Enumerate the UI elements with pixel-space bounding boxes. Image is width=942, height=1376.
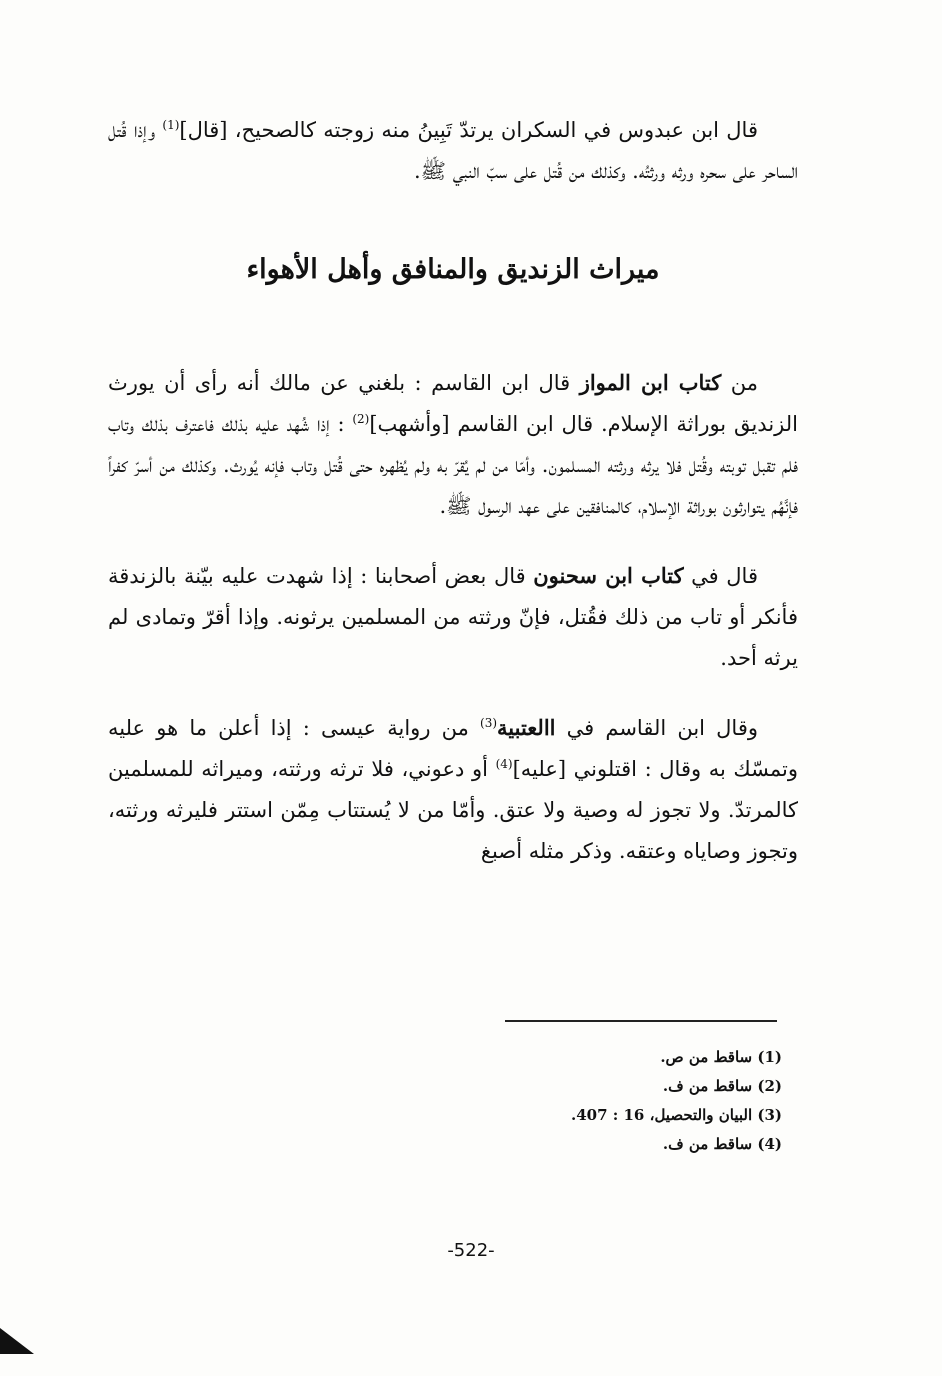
footnote-ref-1[interactable]: (1) bbox=[162, 118, 180, 132]
footnote-text: ساقط من ص. bbox=[660, 1048, 758, 1066]
paragraph-4 bbox=[108, 707, 798, 872]
corner-triangle-mark bbox=[0, 1328, 34, 1354]
paragraph-4-text-b: أو دعوني، فلا ترثه ورثته، وميراثه للمسلمين كالمرتدّ. ولا تجوز له وصية ولا عتق. وأمّا من لا يُستتاب مِمّن استتر فليرثه ورثته، وتجوز وصاياه وعتقه. وذكر مثله أصبغ bbox=[108, 757, 798, 863]
paragraph-3-lead: قال في bbox=[683, 564, 758, 588]
footnote-1 bbox=[382, 1043, 782, 1072]
paragraph-1-text-a: قال ابن عبدوس في السكران يرتدّ تَبِينُ منه زوجته كالصحيح، [قال] bbox=[179, 118, 758, 142]
page-body bbox=[108, 110, 798, 872]
footnote-number: (4) bbox=[757, 1135, 782, 1153]
paragraph-2 bbox=[108, 362, 798, 527]
footnote-ref-3[interactable]: (3) bbox=[480, 716, 498, 730]
footnote-number: (2) bbox=[757, 1077, 782, 1095]
footnote-2 bbox=[382, 1072, 782, 1101]
paragraph-1-text-b: وإذا قُتل الساحر على سحره ورثه ورثتُه. وكذلك من قُتل على سبّ النبي ﷺ. bbox=[108, 118, 798, 183]
paragraph-4-text-a: من رواية عيسى : إذا أعلن ما هو عليه وتمسّك به وقال : اقتلوني [عليه] bbox=[108, 716, 798, 781]
paragraph-2-text-a: قال ابن القاسم : بلغني عن مالك أنه رأى أن يورث الزنديق بوراثة الإسلام. قال ابن القاسم [وأشهب] bbox=[108, 371, 798, 436]
footnote-number: (3) bbox=[757, 1106, 782, 1124]
footnote-4 bbox=[382, 1130, 782, 1159]
paragraph-3 bbox=[108, 555, 798, 679]
paragraph-2-book-title: كتاب ابن المواز bbox=[579, 370, 722, 395]
footnote-text: ساقط من ف. bbox=[662, 1077, 758, 1095]
page-number: -522- bbox=[447, 1240, 495, 1261]
footnotes bbox=[382, 1043, 782, 1159]
paragraph-3-text: قال بعض أصحابنا : إذا شهدت عليه بيّنة بالزندقة فأنكر أو تاب من ذلك فقُتل، فإنّ ورثته من المسلمين يرثونه. وإذا أقرّ وتمادى لم يرثه أحد. bbox=[108, 564, 798, 670]
paragraph-1 bbox=[108, 110, 798, 192]
footnote-ref-2[interactable]: (2) bbox=[352, 412, 370, 426]
paragraph-3-book-title: كتاب ابن سحنون bbox=[533, 563, 684, 588]
paragraph-4-lead: وقال ابن القاسم في bbox=[555, 716, 758, 740]
footnote-ref-4[interactable]: (4) bbox=[495, 757, 513, 771]
footnote-3 bbox=[382, 1101, 782, 1130]
section-heading: ميراث الزنديق والمنافق وأهل الأهواء bbox=[246, 254, 660, 285]
footnote-divider bbox=[505, 1020, 777, 1022]
paragraph-2-text-b: : إذا شُهد عليه بذلك فاعترف بذلك وتاب فلم تقبل توبته وقُتل فلا يرثه ورثته المسلمون. وأمّا من لم يُقرّ به ولم يُظهره حتى قُتل وتاب فإنه يُورث. وكذلك من أسرّ كفراً فإنَّهُم يتوارثون بوراثة الإسلام، كالمنافقين على عهد الرسول ﷺ. bbox=[108, 412, 798, 518]
paragraph-2-lead: من bbox=[721, 371, 758, 395]
footnote-text: ساقط من ف. bbox=[662, 1135, 758, 1153]
footnote-text: البيان والتحصيل، 16 : 407. bbox=[570, 1106, 758, 1124]
footnote-number: (1) bbox=[757, 1048, 782, 1066]
paragraph-4-book-title: االعتبية bbox=[497, 715, 556, 740]
